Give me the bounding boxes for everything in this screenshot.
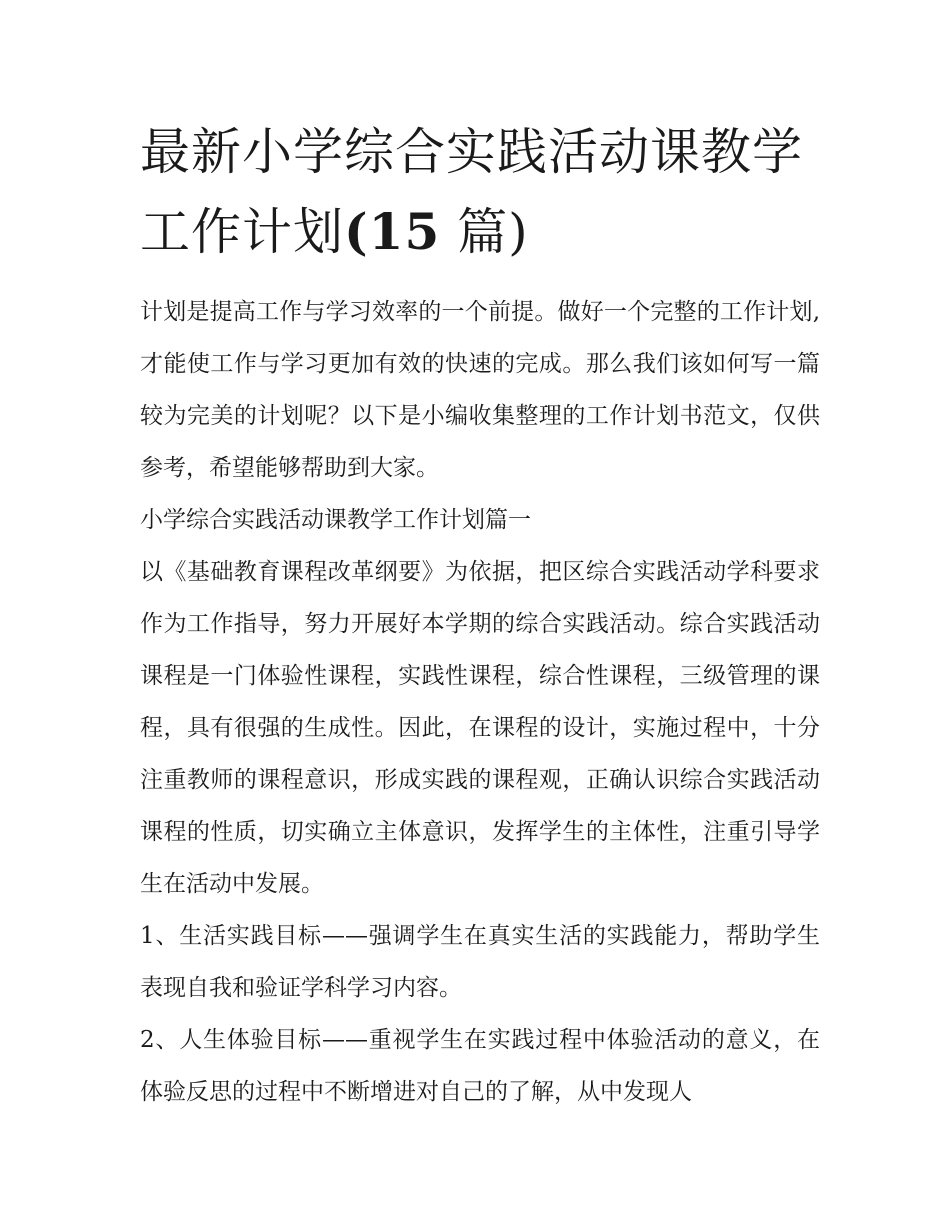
document-page (140, 112, 820, 1118)
document-title (140, 112, 820, 272)
section-heading: 小学综合实践活动课教学工作计划篇一 (140, 507, 531, 533)
intro-paragraph: 计划是提高工作与学习效率的一个前提。做好一个完整的工作计划,才能使工作与学习更加有效的快速的完成。那么我们该如何写一篇较为完美的计划呢？以下是小编收集整理的工作计划书范文，仅供参考，希望能够帮助到大家。 (140, 299, 820, 481)
goal-item-2: 2、人生体验目标——重视学生在实践过程中体验活动的意义，在体验反思的过程中不断增进对自己的了解，从中发现人 (140, 1027, 820, 1105)
title-suffix: 篇) (457, 203, 529, 261)
title-text: 最新小学综合实践活动课教学工作计划 (140, 123, 803, 261)
body-paragraph: 以《基础教育课程改革纲要》为依据，把区综合实践活动学科要求作为工作指导，努力开展好本学期的综合实践活动。综合实践活动课程是一门体验性课程，实践性课程，综合性课程，三级管理的课程，具有很强的生成性。因此，在课程的设计，实施过程中，十分注重教师的课程意识，形成实践的课程观，正确认识综合实践活动课程的性质，切实确立主体意识，发挥学生的主体性，注重引导学生在活动中发展。 (140, 559, 820, 897)
goal-item-1: 1、生活实践目标——强调学生在真实生活的实践能力，帮助学生表现自我和验证学科学习内容。 (140, 923, 820, 1001)
title-count: (15 (344, 202, 441, 261)
